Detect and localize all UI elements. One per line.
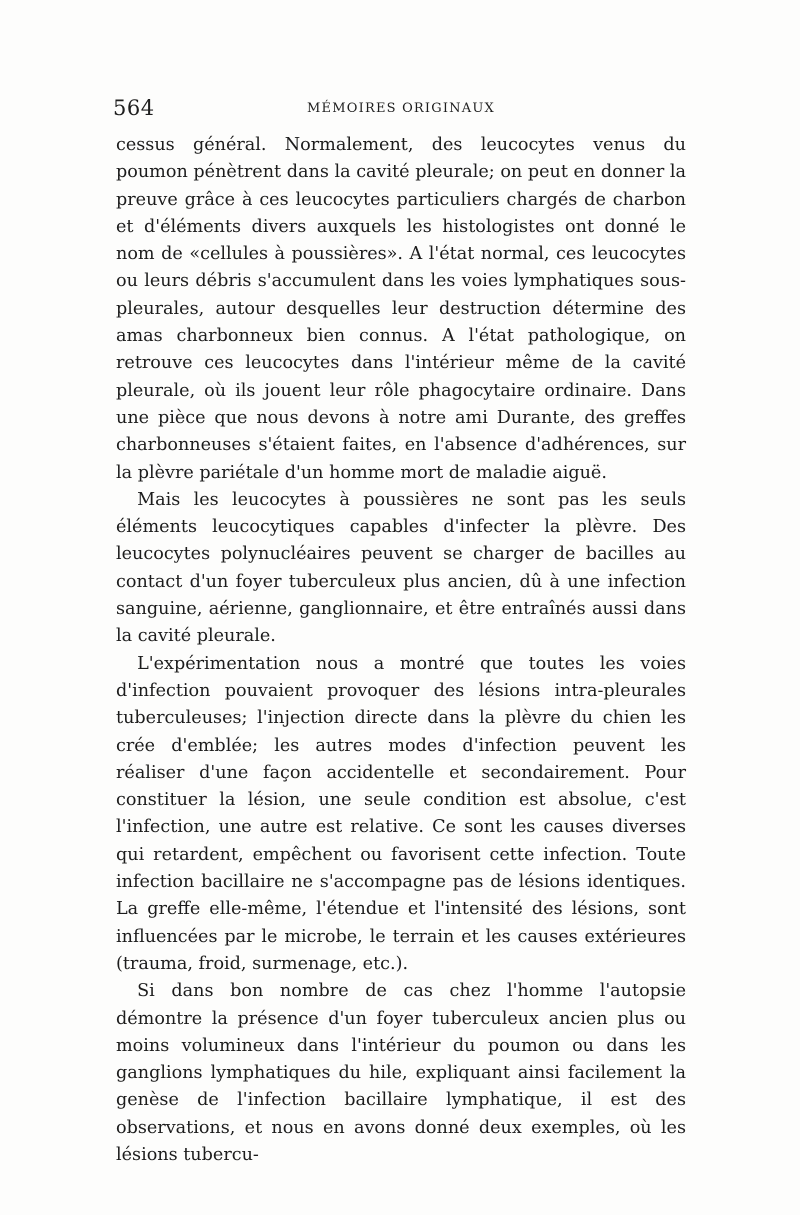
- paragraph: Mais les leucocytes à poussières ne sont pas les seuls éléments leucocytiques capables d'infecter la plèvre. Des leucocytes polynucléaires peuvent se charger de bacilles au contact d'un foyer tuberculeux plus ancien, dû à une infection sanguine, aérienne, ganglionnaire, et être entraînés aussi dans la cavité pleurale.: [116, 489, 686, 647]
- running-title: MÉMOIRES ORIGINAUX: [307, 101, 495, 116]
- page-header: [113, 96, 689, 124]
- body-text: [116, 132, 686, 1169]
- page-number: 564: [113, 96, 155, 120]
- paragraph: Si dans bon nombre de cas chez l'homme l'autopsie démontre la présence d'un foyer tuberculeux ancien plus ou moins volumineux dans l'intérieur du poumon ou dans les ganglions lymphatiques du hile, expliquant ainsi facilement la genèse de l'infection bacillaire lymphatique, il est des observations, et nous en avons donné deux exemples, où les lésions tubercu-: [116, 981, 686, 1165]
- paragraph: cessus général. Normalement, des leucocytes venus du poumon pénètrent dans la cavité pleurale; on peut en donner la preuve grâce à ces leucocytes particuliers chargés de charbon et d'éléments divers auxquels les histologistes ont donné le nom de «cellules à poussières». A l'état normal, ces leucocytes ou leurs débris s'accumulent dans les voies lymphatiques sous-pleurales, autour desquelles leur destruction détermine des amas charbonneux bien connus. A l'état pathologique, on retrouve ces leucocytes dans l'intérieur même de la cavité pleurale, où ils jouent leur rôle phagocytaire ordinaire. Dans une pièce que nous devons à notre ami Durante, des greffes charbonneuses s'étaient faites, en l'absence d'adhérences, sur la plèvre pariétale d'un homme mort de maladie aiguë.: [116, 135, 686, 483]
- paragraph: L'expérimentation nous a montré que toutes les voies d'infection pouvaient provoquer des lésions intra-pleurales tuberculeuses; l'injection directe dans la plèvre du chien les crée d'emblée; les autres modes d'infection peuvent les réaliser d'une façon accidentelle et secondairement. Pour constituer la lésion, une seule condition est absolue, c'est l'infection, une autre est relative. Ce sont les causes diverses qui retardent, empêchent ou favorisent cette infection. Toute infection bacillaire ne s'accompagne pas de lésions identiques. La greffe elle-même, l'étendue et l'intensité des lésions, sont influencées par le microbe, le terrain et les causes extérieures (trauma, froid, surmenage, etc.).: [116, 653, 686, 974]
